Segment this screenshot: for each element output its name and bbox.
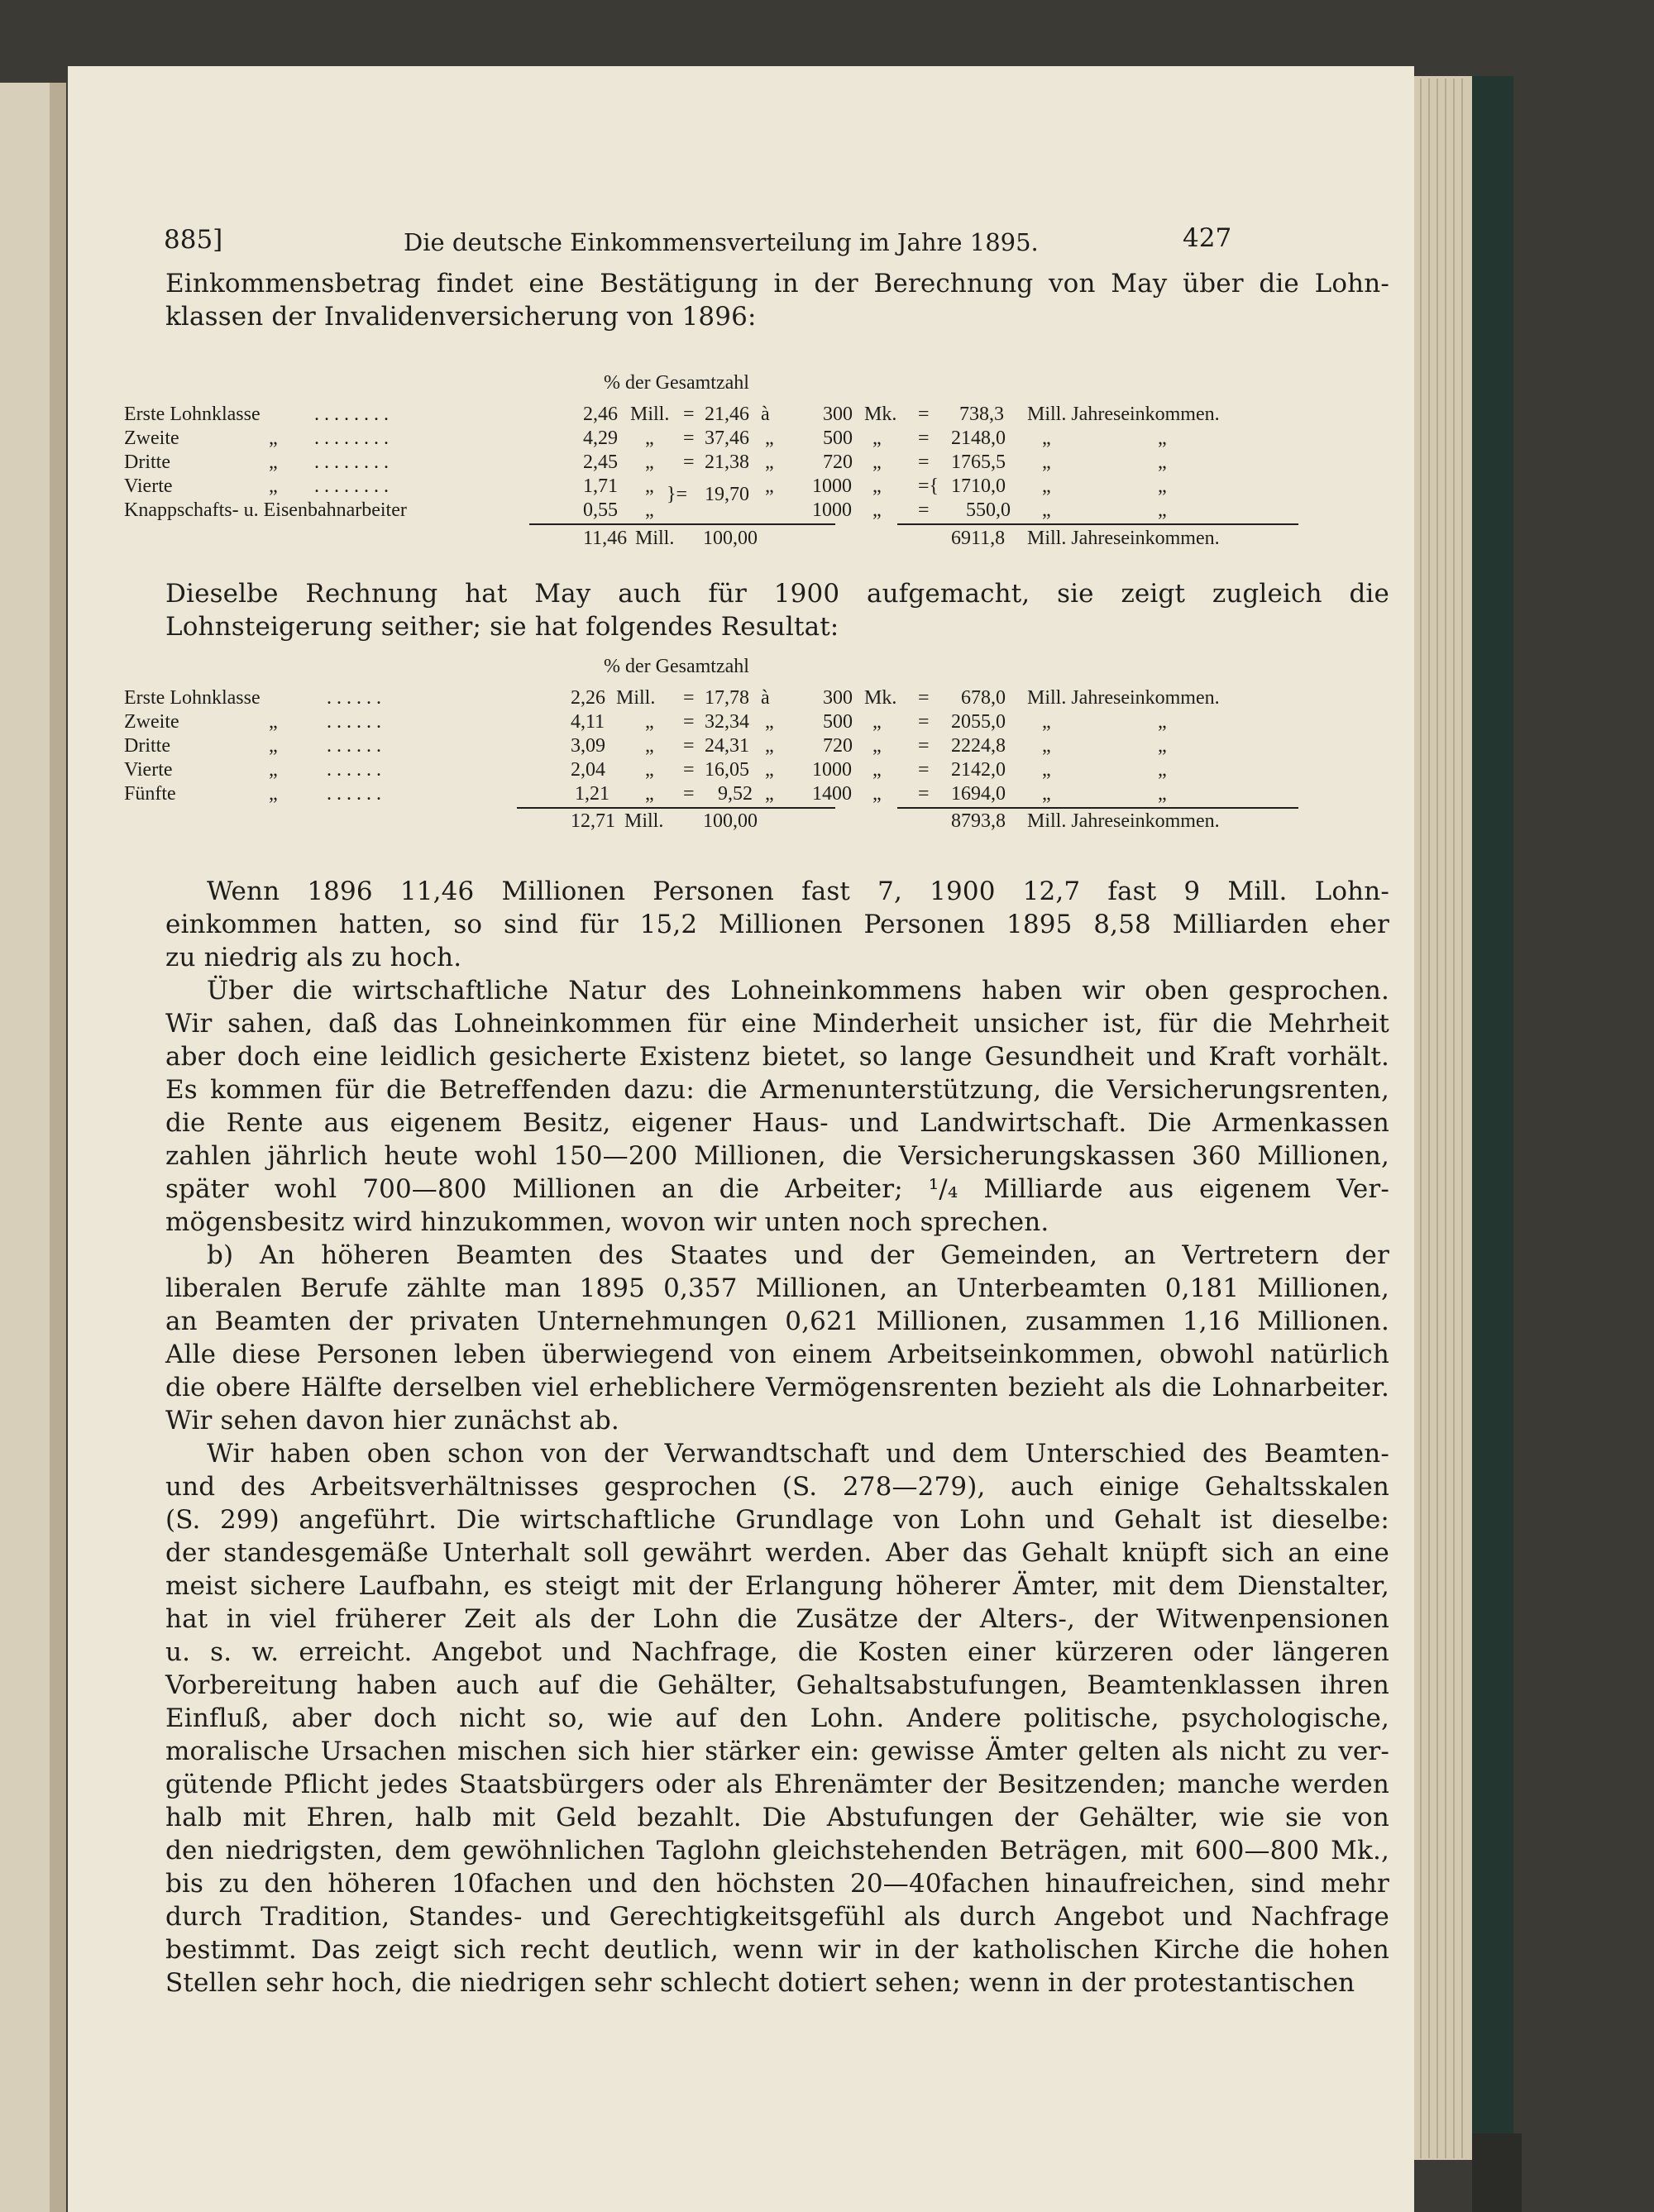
paragraph-line: bestimmt. Das zeigt sich recht deutlich, wenn wir in der katholischen Kirche die hohen xyxy=(165,1935,1389,1965)
paragraph-line: die obere Hälfte derselben viel erheblichere Vermögensrenten bezieht als die Lohnarbeiter. xyxy=(165,1373,1389,1402)
table-row: Vierte „ . . . . . . . . 1,71 „ }= 19,70 „ 1000 „ ={ 1710,0 „ „ xyxy=(124,475,1167,505)
table-row: Dritte „ . . . . . . 3,09 „ = 24,31 „ 720 „ = 2224,8 „ „ xyxy=(124,735,1167,757)
book-edge-pages xyxy=(1414,76,1472,2160)
mid-line-2: Lohnsteigerung seither; sie hat folgendes Resultat: xyxy=(165,612,839,642)
table1-sum-rule-right xyxy=(897,523,1298,525)
paragraph-line: später wohl 700—800 Millionen an die Arbeiter; ¹/₄ Milliarde aus eigenem Ver- xyxy=(165,1174,1389,1204)
paragraph-line: die Rente aus eigenem Besitz, eigener Haus- und Landwirtschaft. Die Armenkassen xyxy=(165,1108,1389,1138)
table2-sum-rule-left xyxy=(517,807,835,809)
paragraph-line: u. s. w. erreicht. Angebot und Nachfrage, die Kosten einer kürzeren oder längeren xyxy=(165,1637,1389,1667)
table-row: Fünfte „ . . . . . . 1,21 „ = 9,52 „ 1400 „ = 1694,0 „ „ xyxy=(124,783,1167,805)
table-row: Dritte „ . . . . . . . . 2,45 „ = 21,38 „ 720 „ = 1765,5 „ „ xyxy=(124,451,1167,473)
mid-line-1: Dieselbe Rechnung hat May auch für 1900 aufgemacht, sie zeigt zugleich die xyxy=(165,579,1389,609)
book-page xyxy=(79,66,1414,2200)
paragraph-line: mögensbesitz wird hinzukommen, wovon wir unten noch sprechen. xyxy=(165,1207,1049,1237)
paragraph-line: halb mit Ehren, halb mit Geld bezahlt. Die Abstufungen der Gehälter, wie sie von xyxy=(165,1803,1389,1832)
paragraph-line: Wir haben oben schon von der Verwandtschaft und dem Unterschied des Beamten- xyxy=(207,1439,1389,1469)
table-row: Erste Lohnklasse . . . . . . 2,26 Mill. = 17,78 à 300 Mk. = 678,0 Mill. Jahreseinkommen. xyxy=(124,687,1220,709)
paragraph-line: und des Arbeitsverhältnisses gesprochen (S. 278—279), auch einige Gehaltsskalen xyxy=(165,1472,1389,1502)
table-sum-row: 12,71 Mill. 100,00 8793,8 Mill. Jahreseinkommen. xyxy=(571,810,1220,832)
header-running-title: Die deutsche Einkommensverteilung im Jahre 1895. xyxy=(404,228,1039,256)
table2-sum-rule-right xyxy=(897,807,1298,809)
paragraph-line: hat in viel früherer Zeit als der Lohn die Zusätze der Alters-, der Witwenpensionen xyxy=(165,1604,1389,1634)
table2-pct-header: % der Gesamtzahl xyxy=(604,656,749,677)
paragraph-line: Stellen sehr hoch, die niedrigen sehr schlecht dotiert sehen; wenn in der protestantischen xyxy=(165,1968,1355,1998)
header-page-number: 427 xyxy=(1183,223,1232,253)
table-row: Zweite „ . . . . . . 4,11 „ = 32,34 „ 500 „ = 2055,0 „ „ xyxy=(124,711,1167,733)
table1-pct-header: % der Gesamtzahl xyxy=(604,372,749,394)
paragraph-line: bis zu den höheren 10fachen und den höchsten 20—40fachen hinaufreichen, sind mehr xyxy=(165,1869,1389,1899)
paragraph-line: zu niedrig als zu hoch. xyxy=(165,943,462,972)
paragraph-line: den niedrigsten, dem gewöhnlichen Taglohn gleichstehenden Beträgen, mit 600—800 Mk., xyxy=(165,1836,1389,1866)
paragraph-line: moralische Ursachen mischen sich hier stärker ein: gewisse Ämter gelten als nicht zu ver- xyxy=(165,1737,1389,1766)
paragraph-line: Über die wirtschaftliche Natur des Lohneinkommens haben wir oben gesprochen. xyxy=(207,976,1389,1006)
book-cover xyxy=(1472,76,1513,2160)
paragraph-line: einkommen hatten, so sind für 15,2 Millionen Personen 1895 8,58 Milliarden eher xyxy=(165,910,1389,939)
paragraph-line: Wir sahen, daß das Lohneinkommen für eine Minderheit unsicher ist, für die Mehrheit xyxy=(165,1009,1389,1039)
intro-line-1: Einkommensbetrag findet eine Bestätigung in der Berechnung von May über die Lohn- xyxy=(165,269,1389,299)
table1-sum-rule-left xyxy=(529,523,835,525)
paragraph-line: meist sichere Laufbahn, es steigt mit der Erlangung höherer Ämter, mit dem Dienstalter, xyxy=(165,1571,1389,1601)
paragraph-line: b) An höheren Beamten des Staates und der Gemeinden, an Vertretern der xyxy=(207,1240,1389,1270)
paragraph-line: (S. 299) angeführt. Die wirtschaftliche Grundlage von Lohn und Gehalt ist dieselbe: xyxy=(165,1505,1389,1535)
paragraph-line: Wir sehen davon hier zunächst ab. xyxy=(165,1406,619,1436)
paragraph-line: der standesgemäße Unterhalt soll gewährt werden. Aber das Gehalt knüpft sich an eine xyxy=(165,1538,1389,1568)
paragraph-line: durch Tradition, Standes- und Gerechtigkeitsgefühl als durch Angebot und Nachfrage xyxy=(165,1902,1389,1932)
header-folio-left: 885] xyxy=(164,225,223,255)
intro-line-2: klassen der Invalidenversicherung von 1896: xyxy=(165,302,757,332)
paragraph-line: an Beamten der privaten Unternehmungen 0,621 Millionen, zusammen 1,16 Millionen. xyxy=(165,1307,1389,1336)
paragraph-line: Alle diese Personen leben überwiegend von einem Arbeitseinkommen, obwohl natürlich xyxy=(165,1340,1389,1369)
paragraph-line: gütende Pflicht jedes Staatsbürgers oder als Ehrenämter der Besitzenden; manche werden xyxy=(165,1770,1389,1799)
paragraph-line: Einfluß, aber doch nicht so, wie auf den Lohn. Andere politische, psychologische, xyxy=(165,1703,1389,1733)
table-row: Erste Lohnklasse . . . . . . . . 2,46 Mill. = 21,46 à 300 Mk. = 738,3 Mill. Jahreseinkommen. xyxy=(124,404,1220,425)
paragraph-line: Vorbereitung haben auch auf die Gehälter, Gehaltsabstufungen, Beamtenklassen ihren xyxy=(165,1670,1389,1700)
table-row: Vierte „ . . . . . . 2,04 „ = 16,05 „ 1000 „ = 2142,0 „ „ xyxy=(124,759,1167,781)
table-row: Zweite „ . . . . . . . . 4,29 „ = 37,46 „ 500 „ = 2148,0 „ „ xyxy=(124,428,1167,449)
paragraph-line: Es kommen für die Betreffenden dazu: die Armenunterstützung, die Versicherungsrenten, xyxy=(165,1075,1389,1105)
paragraph-line: liberalen Berufe zählte man 1895 0,357 Millionen, an Unterbeamten 0,181 Millionen, xyxy=(165,1273,1389,1303)
table-row: Knappschafts- u. Eisenbahnarbeiter 0,55 „ 1000 „ = 550,0 „ „ xyxy=(124,499,1167,521)
paragraph-line: zahlen jährlich heute wohl 150—200 Millionen, die Versicherungskassen 360 Millionen, xyxy=(165,1141,1389,1171)
table-sum-row: 11,46 Mill. 100,00 6911,8 Mill. Jahreseinkommen. xyxy=(583,528,1220,549)
paragraph-line: Wenn 1896 11,46 Millionen Personen fast 7, 1900 12,7 fast 9 Mill. Lohn- xyxy=(207,877,1389,906)
paragraph-line: aber doch eine leidlich gesicherte Existenz bietet, so lange Gesundheit und Kraft vorhält. xyxy=(165,1042,1389,1072)
